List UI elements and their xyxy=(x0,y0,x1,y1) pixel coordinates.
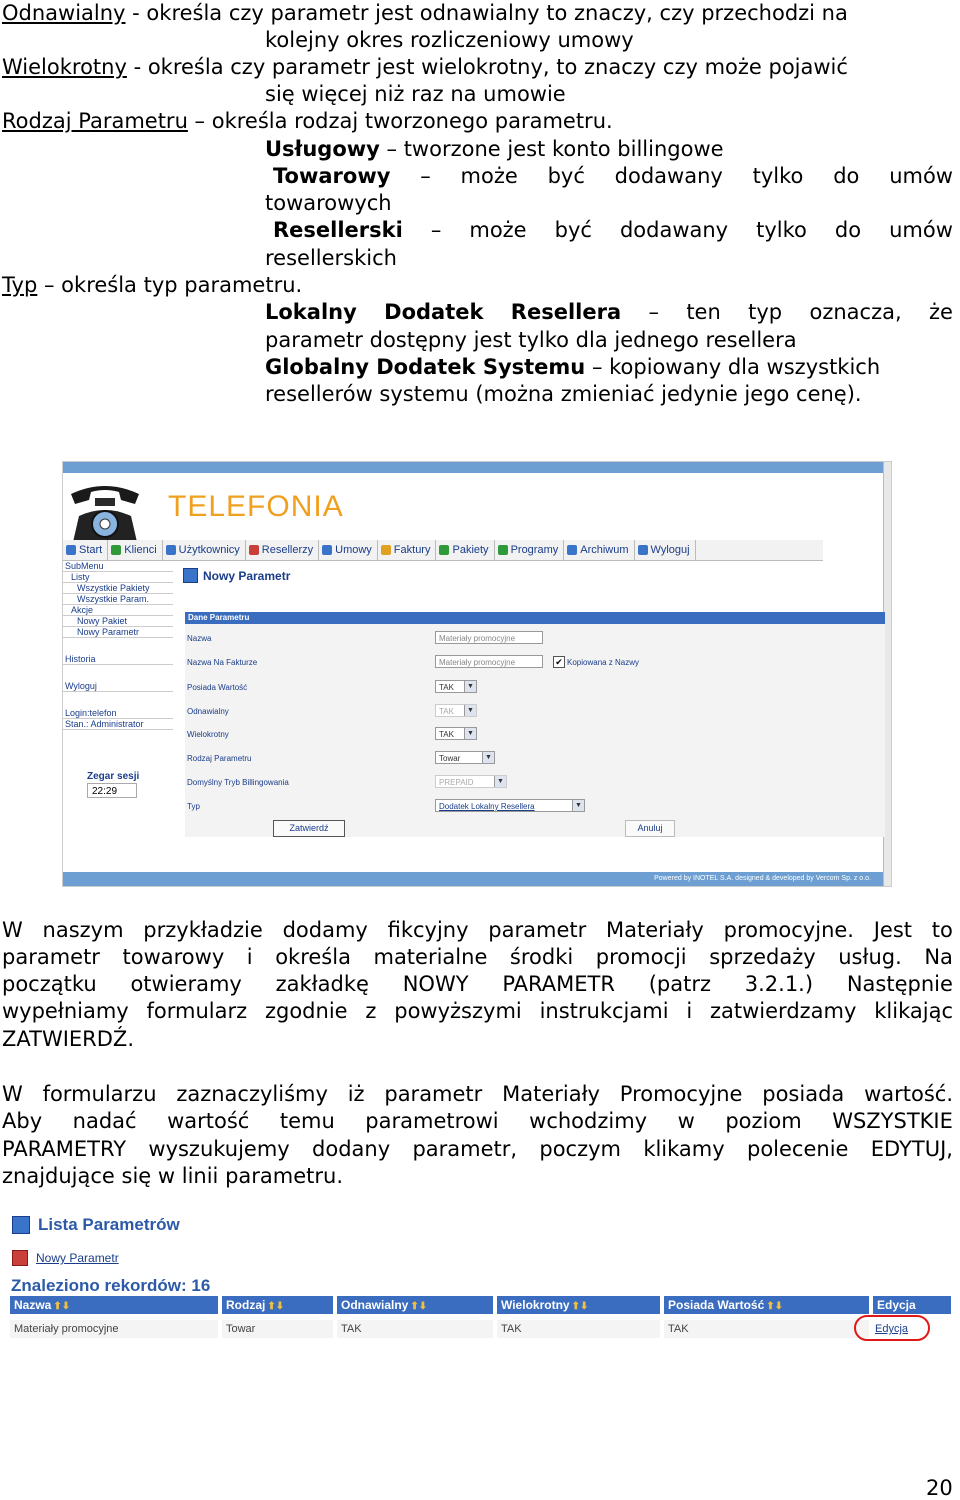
def-lokalny xyxy=(265,299,953,326)
term-wielokrotny: Wielokrotny xyxy=(2,55,127,79)
app-footer: Powered by INOTEL S.A. designed & developed by Vercom Sp. z o.o. xyxy=(63,872,883,886)
screenshot-new-parameter xyxy=(62,461,892,887)
word: umów xyxy=(889,164,953,188)
word: wartość xyxy=(167,1109,250,1133)
label-tryb-billingowania: Domyślny Tryb Billingowania xyxy=(187,778,289,787)
word: formularzu xyxy=(42,1082,157,1106)
spacer xyxy=(63,692,173,708)
nav-uzytkownicy[interactable] xyxy=(163,540,246,560)
word: otwieramy xyxy=(130,972,242,996)
packages-icon xyxy=(439,545,449,555)
def-typ-text: – określa typ parametru. xyxy=(37,273,303,297)
para1-line5: ZATWIERDŹ. xyxy=(2,1027,134,1051)
para2-line1 xyxy=(2,1081,953,1108)
table-cell-posiada-wartosc: TAK xyxy=(664,1320,869,1338)
word: 3.2.1.) xyxy=(744,972,814,996)
chevron-down-icon: ▼ xyxy=(464,705,476,716)
form-header: Dane Parametru xyxy=(185,612,885,624)
select-value: TAK xyxy=(439,707,454,716)
def-lokalny-cont: parametr dostępny jest tylko dla jednego resellera xyxy=(265,328,797,352)
new-parameter-text: Nowy Parametr xyxy=(36,1251,119,1265)
word: i xyxy=(686,999,693,1023)
window-top-bar xyxy=(63,462,883,473)
term-typ: Typ xyxy=(2,273,38,297)
word: do xyxy=(833,164,860,188)
label-rodzaj-parametru: Rodzaj Parametru xyxy=(187,754,252,763)
word: instrukcjami xyxy=(539,999,669,1023)
word: być xyxy=(547,164,585,188)
word: parametr xyxy=(2,945,100,969)
submenu-wyloguj[interactable]: Wyloguj xyxy=(63,681,173,692)
word: naszym xyxy=(42,918,124,942)
chevron-down-icon: ▼ xyxy=(464,681,476,692)
copy-from-name-checkbox[interactable]: ✔ xyxy=(553,656,565,668)
nav-archiwum[interactable] xyxy=(564,540,634,560)
parameter-form xyxy=(185,612,885,837)
col-header-label: Wielokrotny xyxy=(501,1298,570,1312)
users-icon xyxy=(166,545,176,555)
submenu-wszystkie-param[interactable]: Wszystkie Param. xyxy=(63,594,173,605)
chevron-down-icon: ▼ xyxy=(572,800,584,811)
word: EDYTUJ, xyxy=(870,1137,953,1161)
nav-label: Użytkownicy xyxy=(178,544,240,556)
parameter-icon xyxy=(183,568,198,583)
word: oznacza, xyxy=(809,300,902,324)
word: zaznaczyliśmy xyxy=(176,1082,328,1106)
para1-line4 xyxy=(2,998,953,1025)
spacer xyxy=(63,638,173,654)
word: Materiały xyxy=(605,918,704,942)
table-cell-rodzaj: Towar xyxy=(222,1320,333,1338)
clients-icon xyxy=(111,545,121,555)
word: określa xyxy=(275,945,351,969)
label-nazwa: Nazwa xyxy=(187,634,212,643)
sort-arrows-icon: ⬆⬇ xyxy=(766,1301,784,1312)
word: posiada xyxy=(762,1082,845,1106)
nav-start[interactable] xyxy=(63,540,108,560)
word: dodawany xyxy=(614,164,723,188)
word: iż xyxy=(347,1082,365,1106)
submenu xyxy=(63,561,173,730)
word: zakładkę xyxy=(275,972,369,996)
def-rodzaj-text: – określa rodzaj tworzonego parametru. xyxy=(187,109,613,133)
def-wielokrotny-text: - określa czy parametr jest wielokrotny, to znaczy czy może pojawić xyxy=(126,55,848,79)
highlight-oval xyxy=(854,1315,930,1341)
nav-klienci[interactable] xyxy=(108,540,162,560)
word: towarowy xyxy=(122,945,225,969)
word: nadać xyxy=(72,1109,137,1133)
col-header-label: Rodzaj xyxy=(226,1298,266,1312)
word: parametr xyxy=(488,918,587,942)
submenu-title: SubMenu xyxy=(63,561,173,572)
def-uslugowy-text: – tworzone jest konto billingowe xyxy=(379,137,724,161)
word: umów xyxy=(889,218,953,242)
word: Następnie xyxy=(846,972,953,996)
def-odnawialny xyxy=(2,0,848,27)
nav-label: Archiwum xyxy=(580,544,629,556)
def-odnawialny-text: - określa czy parametr jest odnawialny to znaczy, czy przechodzi na xyxy=(125,1,848,25)
term-odnawialny: Odnawialny xyxy=(2,1,126,25)
contracts-icon xyxy=(322,545,332,555)
def-globalny xyxy=(265,354,880,381)
col-header-label: Odnawialny xyxy=(341,1298,409,1312)
word: – xyxy=(648,300,659,324)
new-parameter-link[interactable] xyxy=(12,1250,119,1266)
sort-arrows-icon: ⬆⬇ xyxy=(571,1301,589,1312)
word: Materiały xyxy=(502,1082,600,1106)
label-wielokrotny: Wielokrotny xyxy=(187,730,229,739)
word: i xyxy=(246,945,253,969)
has-value-select[interactable] xyxy=(435,680,477,693)
term-resellerski: Resellerski xyxy=(273,218,403,242)
word: środki xyxy=(509,945,574,969)
page-number: 20 xyxy=(926,1476,953,1500)
submenu-wszystkie-pakiety[interactable]: Wszystkie Pakiety xyxy=(63,583,173,594)
label-nazwa-na-fakturze: Nazwa Na Fakturze xyxy=(187,658,258,667)
term-towarowy: Towarowy xyxy=(273,164,391,188)
submenu-nowy-pakiet[interactable]: Nowy Pakiet xyxy=(63,616,173,627)
word: początku xyxy=(2,972,97,996)
logout-icon xyxy=(638,545,648,555)
multiple-select[interactable] xyxy=(435,727,477,740)
list-heading-text: Lista Parametrów xyxy=(38,1215,180,1234)
type-select[interactable] xyxy=(435,799,585,812)
word: materialne xyxy=(373,945,488,969)
para2-line4: znajdujące się w linii parametru. xyxy=(2,1164,343,1188)
parameter-kind-select[interactable] xyxy=(435,751,495,764)
main-nav xyxy=(63,540,823,561)
nav-programy[interactable] xyxy=(495,540,565,560)
page-heading-text: Nowy Parametr xyxy=(203,568,291,583)
submenu-nowy-parametr[interactable]: Nowy Parametr xyxy=(63,627,173,638)
start-icon xyxy=(66,545,76,555)
list-heading xyxy=(12,1215,180,1235)
label-posiada-wartosc: Posiada Wartość xyxy=(187,683,248,692)
login-info: Login:telefon xyxy=(63,708,173,719)
resellers-icon xyxy=(249,545,259,555)
def-rodzaj xyxy=(2,108,613,135)
invoice-name-input[interactable]: Materiały promocyjne xyxy=(435,655,543,668)
word: powyższymi xyxy=(394,999,522,1023)
submenu-listy: Listy xyxy=(63,572,173,583)
def-wielokrotny xyxy=(2,54,848,81)
word: ten xyxy=(686,300,721,324)
word: Na xyxy=(924,945,953,969)
word: poczym xyxy=(539,1137,622,1161)
select-value: Towar xyxy=(439,754,461,763)
nav-label: Pakiety xyxy=(452,544,489,556)
word: typ xyxy=(748,300,783,324)
submenu-historia[interactable]: Historia xyxy=(63,654,173,665)
nav-label: Faktury xyxy=(393,544,431,556)
word: W xyxy=(2,918,23,942)
word: – xyxy=(430,218,442,242)
def-globalny-text: – kopiowany dla wszystkich xyxy=(585,355,881,379)
word: Jest xyxy=(873,918,913,942)
def-resellerski xyxy=(273,217,953,244)
word: do xyxy=(834,218,862,242)
word: zgodnie xyxy=(264,999,348,1023)
word: z xyxy=(365,999,377,1023)
telephone-icon xyxy=(65,476,145,544)
nav-label: Wyloguj xyxy=(650,544,690,556)
word: parametrowi xyxy=(365,1109,499,1133)
list-icon xyxy=(12,1216,30,1234)
session-clock-label: Zegar sesji xyxy=(87,771,140,782)
nav-umowy[interactable] xyxy=(319,540,378,560)
nav-label: Resellerzy xyxy=(261,544,314,556)
def-uslugowy xyxy=(265,136,724,163)
session-clock: 22:29 xyxy=(87,783,137,798)
nav-label: Start xyxy=(79,544,103,556)
def-globalny-cont: resellerów systemu (można zmieniać jedynie jego cenę). xyxy=(265,382,862,406)
col-header-wielokrotny[interactable] xyxy=(497,1296,660,1314)
copy-from-name-label: Kopiowana z Nazwy xyxy=(567,658,640,667)
word: tylko xyxy=(756,218,807,242)
term-lokalny-1: Lokalny xyxy=(265,300,357,324)
new-item-icon xyxy=(12,1250,28,1266)
word: że xyxy=(928,300,953,324)
invoices-icon xyxy=(381,545,391,555)
records-found: Znaleziono rekordów: 16 xyxy=(11,1276,211,1295)
para1-line2 xyxy=(2,944,953,971)
edit-link[interactable]: Edycja xyxy=(875,1323,909,1335)
role-info: Stan.: Administrator xyxy=(63,719,173,730)
term-globalny: Globalny Dodatek Systemu xyxy=(265,355,586,379)
col-header-odnawialny[interactable] xyxy=(337,1296,493,1314)
word: może xyxy=(460,164,518,188)
def-resellerski-cont: resellerskich xyxy=(265,246,397,270)
word: przykładzie xyxy=(143,918,263,942)
word: PARAMETRY xyxy=(2,1137,127,1161)
para1-line1 xyxy=(2,917,953,944)
chevron-down-icon: ▼ xyxy=(464,728,476,739)
word: tylko xyxy=(752,164,804,188)
term-uslugowy: Usługowy xyxy=(265,137,380,161)
word: PARAMETR xyxy=(502,972,615,996)
word: to xyxy=(931,918,953,942)
word: dodamy xyxy=(282,918,368,942)
sort-arrows-icon: ⬆⬇ xyxy=(410,1301,428,1312)
col-header-rodzaj[interactable] xyxy=(222,1296,333,1314)
nav-resellerzy[interactable] xyxy=(246,540,319,560)
billing-mode-select xyxy=(435,775,507,788)
cancel-button[interactable]: Anuluj xyxy=(625,820,675,837)
word: dodawany xyxy=(619,218,729,242)
col-header-nazwa[interactable] xyxy=(10,1296,218,1314)
word: klikając xyxy=(874,999,953,1023)
word: dodany xyxy=(312,1137,391,1161)
sort-arrows-icon: ⬆⬇ xyxy=(53,1301,71,1312)
para1-line3 xyxy=(2,971,953,998)
word: (patrz xyxy=(648,972,711,996)
spacer xyxy=(63,665,173,681)
screenshot-parameter-list xyxy=(8,1210,953,1345)
select-value: Dodatek Lokalny Resellera xyxy=(439,802,535,811)
def-towarowy xyxy=(273,163,953,190)
word: temu xyxy=(279,1109,335,1133)
nav-label: Umowy xyxy=(335,544,372,556)
para2-line3 xyxy=(2,1136,953,1163)
app-title: TELEFONIA xyxy=(168,490,344,523)
word: wartość. xyxy=(864,1082,953,1106)
para2-line2 xyxy=(2,1108,953,1135)
page-heading xyxy=(183,568,290,583)
word: W xyxy=(2,1082,23,1106)
col-header-posiada-wartosc[interactable] xyxy=(664,1296,869,1314)
table-cell-nazwa: Materiały promocyjne xyxy=(10,1320,218,1338)
word: NOWY xyxy=(402,972,469,996)
word: poziom xyxy=(725,1109,802,1133)
select-value: TAK xyxy=(439,730,454,739)
word: Aby xyxy=(2,1109,43,1133)
chevron-down-icon: ▼ xyxy=(482,752,494,763)
word: klikamy xyxy=(643,1137,725,1161)
nav-wyloguj[interactable] xyxy=(635,540,696,560)
def-typ xyxy=(2,272,302,299)
word: fikcyjny xyxy=(387,918,469,942)
table-cell-wielokrotny: TAK xyxy=(497,1320,660,1338)
nav-label: Klienci xyxy=(124,544,157,556)
col-header-label: Nazwa xyxy=(14,1298,52,1312)
word: Promocyjne xyxy=(619,1082,743,1106)
renewable-select xyxy=(435,704,477,717)
table-cell-odnawialny: TAK xyxy=(337,1320,493,1338)
word: WSZYSTKIE xyxy=(832,1109,953,1133)
def-wielokrotny-cont: się więcej niż raz na umowie xyxy=(265,82,566,106)
word: promocyjne. xyxy=(723,918,854,942)
word: wypełniamy xyxy=(2,999,129,1023)
submenu-akcje: Akcje xyxy=(63,605,173,616)
sort-arrows-icon: ⬆⬇ xyxy=(267,1301,285,1312)
word: zatwierdzamy xyxy=(710,999,857,1023)
def-odnawialny-cont: kolejny okres rozliczeniowy umowy xyxy=(265,28,634,52)
word: promocji xyxy=(595,945,687,969)
col-header-edycja: Edycja xyxy=(873,1296,951,1314)
nav-label: Programy xyxy=(510,544,559,556)
chevron-down-icon: ▼ xyxy=(494,776,506,787)
nav-pakiety[interactable] xyxy=(436,540,494,560)
word: może xyxy=(469,218,527,242)
word: parametr xyxy=(384,1082,483,1106)
label-typ: Typ xyxy=(187,802,200,811)
programs-icon xyxy=(498,545,508,555)
word: wchodzimy xyxy=(529,1109,648,1133)
col-header-label: Posiada Wartość xyxy=(668,1298,765,1312)
submit-button[interactable]: Zatwierdź xyxy=(273,820,345,837)
word: formularz xyxy=(146,999,248,1023)
word: – xyxy=(420,164,431,188)
select-value: TAK xyxy=(439,683,454,692)
label-odnawialny: Odnawialny xyxy=(187,707,229,716)
nav-faktury[interactable] xyxy=(378,540,437,560)
term-lokalny-2: Dodatek xyxy=(384,300,484,324)
select-value: PREPAID xyxy=(439,778,474,787)
word: wyszukujemy xyxy=(148,1137,290,1161)
term-rodzaj: Rodzaj Parametru xyxy=(2,109,188,133)
archive-icon xyxy=(567,545,577,555)
def-towarowy-cont: towarowych xyxy=(265,191,392,215)
word: sprzedaży xyxy=(709,945,816,969)
word: usług. xyxy=(838,945,902,969)
word: parametr, xyxy=(412,1137,518,1161)
term-lokalny-3: Resellera xyxy=(510,300,622,324)
word: w xyxy=(677,1109,695,1133)
word: być xyxy=(554,218,592,242)
name-input[interactable]: Materiały promocyjne xyxy=(435,631,543,644)
word: polecenie xyxy=(746,1137,849,1161)
